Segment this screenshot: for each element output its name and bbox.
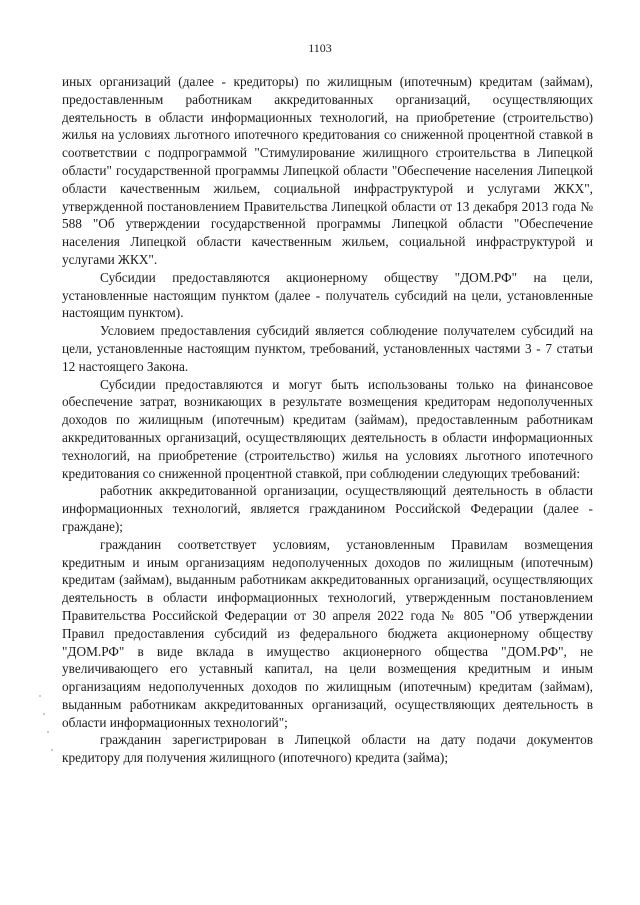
scan-margin-marks <box>34 688 64 768</box>
document-body <box>62 73 593 767</box>
paragraph-continuation: иных организаций (далее - кредиторы) по жилищным (ипотечным) кредитам (займам), предоставленным работникам аккредитованных организаций, осуществляющих деятельность в области информационных технологий, на приобретение (строительство) жилья на условиях льготного ипотечного кредитования со сниженной процентной ставкой в соответствии с подпрограммой "Стимулирование жилищного строительства в Липецкой области" государственной программы Липецкой области "Обеспечение населения Липецкой области качественным жильем, социальной инфраструктурой и услугами ЖКХ", утвержденной постановлением Правительства Липецкой области от 13 декабря 2013 года № 588 "Об утверждении государственной программы Липецкой области "Обеспечение населения Липецкой области качественным жильем, социальной инфраструктурой и услугами ЖКХ". <box>62 74 593 267</box>
paragraph: Субсидии предоставляются и могут быть использованы только на финансовое обеспечение затрат, возникающих в результате возмещения кредиторам недополученных доходов по жилищным (ипотечным) кредитам (займам), предоставленным работникам аккредитованных организаций, осуществляющих деятельность в области информационных технологий, на приобретение (строительство) жилья на условиях льготного ипотечного кредитования со сниженной процентной ставкой, при соблюдении следующих требований: <box>62 376 593 481</box>
paragraph: Условием предоставления субсидий является соблюдение получателем субсидий на цели, установленные настоящим пунктом, требований, установленных частями 3 - 7 статьи 12 настоящего Закона. <box>62 323 593 374</box>
scan-artifact-dots <box>34 688 64 768</box>
paragraph: гражданин зарегистрирован в Липецкой области на дату подачи документов кредитору для получения жилищного (ипотечного) кредита (займа); <box>62 732 593 766</box>
page-number: 1103 <box>308 41 332 55</box>
paragraph: работник аккредитованной организации, осуществляющий деятельность в области информационных технологий, является гражданином Российской Федерации (далее - граждане); <box>62 483 593 534</box>
paragraph: гражданин соответствует условиям, установленным Правилам возмещения кредитным и иным организациям недополученных доходов по жилищным (ипотечным) кредитам (займам), выданным работникам аккредитованных организаций, осуществляющих деятельность в области информационных технологий, утвержденным постановлением Правительства Российской Федерации от 30 апреля 2022 года № 805 "Об утверждении Правил предоставления субсидий из федерального бюджета акционерному обществу "ДОМ.РФ" в виде вклада в имущество акционерного общества "ДОМ.РФ", не увеличивающего его уставный капитал, на цели возмещения кредитным и иным организациям недополученных доходов по жилищным (ипотечным) кредитам (займам), выданным работникам аккредитованных организаций, осуществляющих деятельность в области информационных технологий"; <box>62 536 593 730</box>
paragraph: Субсидии предоставляются акционерному обществу "ДОМ.РФ" на цели, установленные настоящим пунктом (далее - получатель субсидий на цели, установленные настоящим пунктом). <box>62 269 593 321</box>
